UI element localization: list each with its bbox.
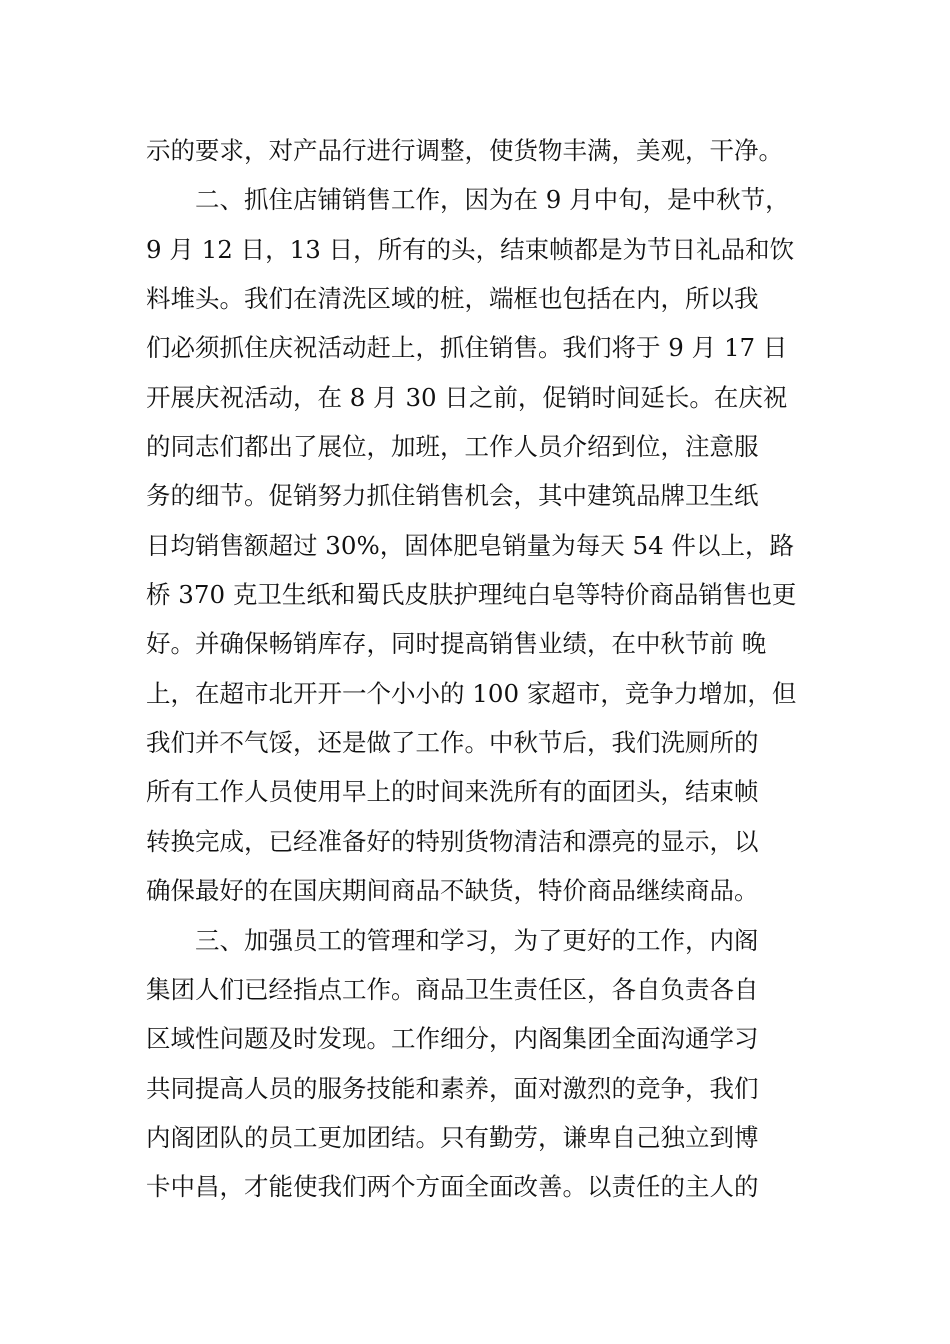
text-line: 9 月 12 日，13 日，所有的头，结束帧都是为节日礼品和饮 [146, 234, 795, 264]
text-line: 料堆头。我们在清洗区域的桩，端框也包括在内，所以我 [146, 284, 759, 314]
text-line: 桥 370 克卫生纸和蜀氏皮肤护理纯白皂等特价商品销售也更 [146, 580, 797, 610]
text-line: 开展庆祝活动，在 8 月 30 日之前，促销时间延长。在庆祝 [146, 382, 788, 412]
body-text [146, 126, 818, 1212]
paragraph-start-line: 二、抓住店铺销售工作，因为在 9 月中旬，是中秋节， [195, 185, 790, 215]
paragraph-start-line: 三、加强员工的管理和学习，为了更好的工作，内阁 [195, 925, 759, 955]
text-line: 区域性问题及时发现。工作细分，内阁集团全面沟通学习 [146, 1024, 759, 1054]
text-line: 务的细节。促销努力抓住销售机会，其中建筑品牌卫生纸 [146, 481, 759, 511]
text-line: 日均销售额超过 30%，固体肥皂销量为每天 54 件以上，路 [146, 530, 794, 560]
text-line: 转换完成，已经准备好的特别货物清洁和漂亮的显示，以 [146, 826, 759, 856]
text-line: 卡中昌，才能使我们两个方面全面改善。以责任的主人的 [146, 1172, 759, 1202]
text-line: 的同志们都出了展位，加班，工作人员介绍到位，注意服 [146, 432, 759, 462]
text-line: 内阁团队的员工更加团结。只有勤劳，谦卑自己独立到博 [146, 1122, 759, 1152]
text-line: 示的要求，对产品行进行调整，使货物丰满，美观，干净。 [146, 136, 783, 165]
text-line: 上，在超市北开开一个小小的 100 家超市，竞争力增加，但 [146, 678, 797, 708]
text-line: 共同提高人员的服务技能和素养，面对激烈的竞争，我们 [146, 1073, 759, 1103]
text-line: 确保最好的在国庆期间商品不缺货，特价商品继续商品。 [146, 876, 759, 906]
text-line: 好。并确保畅销库存，同时提高销售业绩，在中秋节前 晚 [146, 629, 767, 659]
text-line: 我们并不气馁，还是做了工作。中秋节后，我们洗厕所的 [146, 728, 759, 758]
text-line: 们必须抓住庆祝活动赶上，抓住销售。我们将于 9 月 17 日 [146, 333, 788, 363]
text-line: 集团人们已经指点工作。商品卫生责任区，各自负责各自 [146, 974, 759, 1004]
text-line: 所有工作人员使用早上的时间来洗所有的面团头，结束帧 [146, 777, 759, 807]
